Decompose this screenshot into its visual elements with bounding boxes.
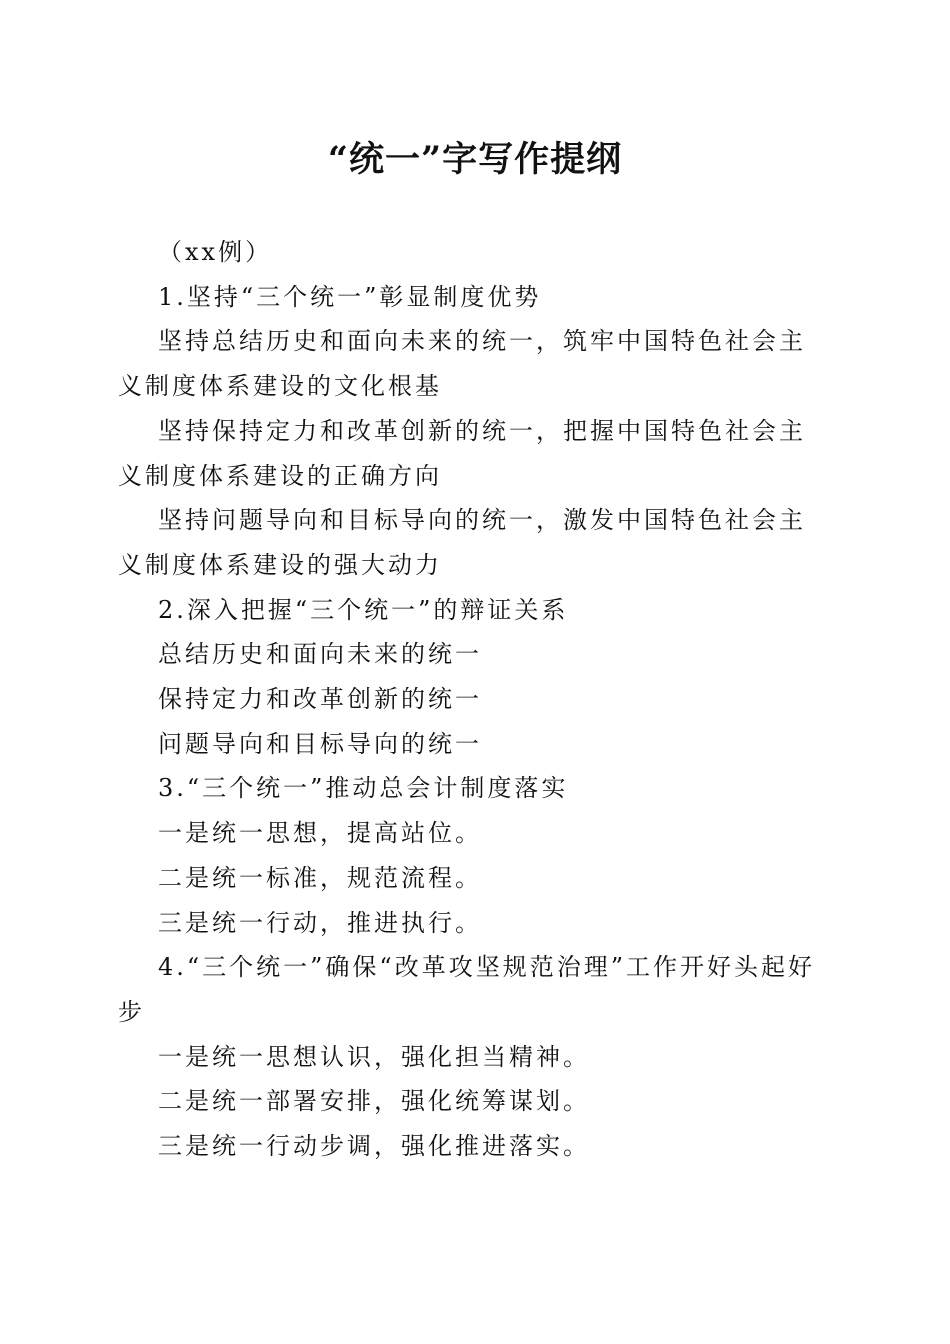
paragraph: 坚持保持定力和改革创新的统一，把握中国特色社会主义制度体系建设的正确方向 [118,416,806,490]
paragraph: 三是统一行动步调，强化推进落实。 [158,1132,590,1161]
paragraph: 坚持问题导向和目标导向的统一，激发中国特色社会主义制度体系建设的强大动力 [118,506,806,579]
heading-1: 1.坚持“三个统一”彰显制度优势 [158,282,542,311]
paragraph: 三是统一行动，推进执行。 [158,908,482,937]
document-body [118,230,824,1169]
heading-4: 4.“三个统一”确保“改革攻坚规范治理”工作开好头起好步 [118,953,815,1026]
heading-2: 2.深入把握“三个统一”的辩证关系 [158,595,569,624]
paragraph: 总结历史和面向未来的统一 [158,640,482,669]
paragraph: 一是统一思想，提高站位。 [158,819,482,848]
paragraph: 保持定力和改革创新的统一 [158,685,482,714]
document-title: “统一”字写作提纲 [327,139,623,180]
paragraph: 一是统一思想认识，强化担当精神。 [158,1042,590,1071]
paragraph: 二是统一标准，规范流程。 [158,863,482,892]
paragraph: 问题导向和目标导向的统一 [158,729,482,758]
paragraph: 坚持总结历史和面向未来的统一，筑牢中国特色社会主义制度体系建设的文化根基 [118,327,806,401]
paragraph: 二是统一部署安排，强化统筹谋划。 [158,1087,590,1116]
heading-3: 3.“三个统一”推动总会计制度落实 [158,774,569,803]
paragraph-note: （xx例） [158,238,273,266]
